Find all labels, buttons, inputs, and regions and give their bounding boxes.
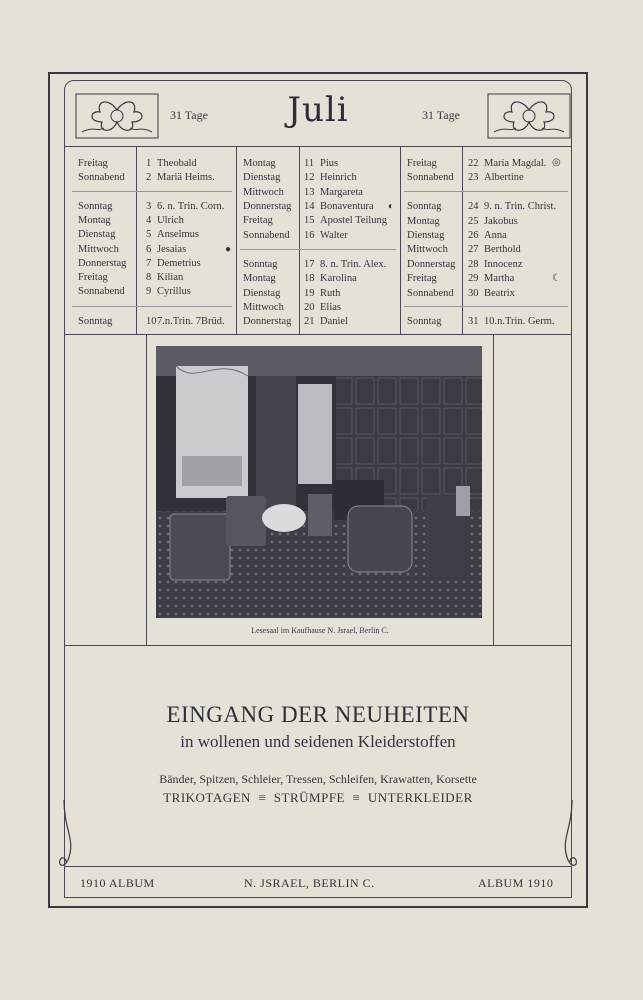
saint-name: Mariä Heims.	[157, 172, 215, 183]
floral-ornament-icon	[486, 92, 572, 140]
day-number: 28	[468, 259, 479, 270]
weekday: Freitag	[407, 273, 437, 284]
saint-name: Jesaias	[157, 244, 187, 255]
column-divider	[400, 146, 401, 334]
saint-name: Pius	[320, 158, 339, 169]
saint-name: Berthold	[484, 244, 521, 255]
full-moon-icon: ◎	[552, 157, 561, 168]
weekday: Donnerstag	[243, 201, 292, 212]
saint-name: Karolina	[320, 273, 357, 284]
saint-name: Daniel	[320, 316, 348, 327]
weekday: Mittwoch	[407, 244, 448, 255]
saint-name: Theobald	[157, 158, 197, 169]
day-number: 6	[146, 244, 152, 255]
weekday: Sonnabend	[243, 230, 290, 241]
weekday: Sonntag	[243, 259, 278, 270]
photo-caption: Lesesaal im Kaufhause N. Jsrael, Berlin C.	[251, 626, 389, 635]
saint-name: 9. n. Trin. Christ.	[484, 201, 557, 212]
saint-name: Bonaventura	[320, 201, 374, 212]
days-count-left: 31 Tage	[170, 108, 208, 122]
weekday: Sonnabend	[407, 172, 454, 183]
day-number: 30	[468, 288, 479, 299]
saint-name: Innocenz	[484, 259, 523, 270]
photo-frame-right	[493, 334, 494, 645]
day-number: 23	[468, 172, 479, 183]
day-number: 4	[146, 215, 152, 226]
day-number: 11	[304, 158, 315, 169]
saint-name: Kilian	[157, 272, 184, 283]
day-number: 13	[304, 187, 315, 198]
weekday: Montag	[407, 216, 440, 227]
new-moon-icon: ●	[225, 244, 232, 255]
weekday: Freitag	[78, 272, 108, 283]
reading-room-photo	[156, 346, 482, 618]
day-number: 29	[468, 273, 479, 284]
saint-name: Albertine	[484, 172, 524, 183]
saint-name: Apostel Teilung	[320, 215, 388, 226]
weekday: Sonnabend	[407, 288, 454, 299]
saint-name: 7.n.Trin. 7Brüd.	[157, 316, 225, 327]
ad-category: UNTERKLEIDER	[367, 790, 473, 805]
scroll-ornament-icon	[56, 800, 80, 872]
day-number: 7	[146, 258, 152, 269]
weekday: Dienstag	[243, 172, 281, 183]
weekday: Sonntag	[78, 316, 113, 327]
day-number: 20	[304, 302, 315, 313]
weekday: Montag	[243, 158, 276, 169]
weekday: Mittwoch	[243, 187, 284, 198]
weekday: Dienstag	[407, 230, 445, 241]
day-number: 24	[468, 201, 479, 212]
ad-category: TRIKOTAGEN	[163, 790, 251, 805]
weekday: Sonntag	[78, 201, 113, 212]
week-separator	[72, 191, 232, 192]
day-number: 8	[146, 272, 152, 283]
ad-subline: in wollenen und seidenen Kleiderstoffen	[180, 732, 456, 751]
day-number: 9	[146, 286, 152, 297]
calendar-top-rule	[64, 146, 572, 147]
saint-name: Anna	[484, 230, 507, 241]
weekday: Freitag	[243, 215, 273, 226]
weekday: Sonnabend	[78, 172, 125, 183]
day-number: 16	[304, 230, 315, 241]
day-number: 17	[304, 259, 315, 270]
footer-rule	[64, 866, 572, 867]
footer-center: N. JSRAEL, BERLIN C.	[244, 876, 375, 890]
saint-name: Demetrius	[157, 258, 201, 269]
saint-name: Jakobus	[484, 216, 518, 227]
saint-name: Margareta	[320, 187, 363, 198]
saint-name: Beatrix	[484, 288, 515, 299]
day-number: 15	[304, 215, 315, 226]
saint-name: Walter	[320, 230, 348, 241]
day-number: 3	[146, 201, 152, 212]
saint-name: Heinrich	[320, 172, 357, 183]
weekday: Dienstag	[78, 229, 116, 240]
ad-items: Bänder, Spitzen, Schleier, Tressen, Schleifen, Krawatten, Korsette	[159, 772, 477, 786]
ad-headline: EINGANG DER NEUHEITEN	[166, 702, 470, 727]
saint-name: Martha	[484, 273, 515, 284]
day-number: 1	[146, 158, 152, 169]
weekday: Montag	[243, 273, 276, 284]
first-quarter-moon-icon: ◐	[388, 201, 395, 212]
scroll-ornament-icon	[556, 800, 580, 872]
days-count-right: 31 Tage	[422, 108, 460, 122]
photo-frame-left	[146, 334, 147, 645]
triple-rule-icon: ≡	[348, 790, 365, 805]
week-separator	[404, 191, 568, 192]
photo-frame-bottom	[64, 645, 572, 646]
weekday: Donnerstag	[78, 258, 127, 269]
weekday: Donnerstag	[243, 316, 292, 327]
footer-right: ALBUM 1910	[478, 876, 554, 890]
day-number: 21	[304, 316, 315, 327]
weekday: Montag	[78, 215, 111, 226]
day-number: 18	[304, 273, 315, 284]
triple-rule-icon: ≡	[254, 790, 271, 805]
day-number: 25	[468, 216, 479, 227]
footer-left: 1910 ALBUM	[80, 876, 155, 890]
saint-name: Cyrillus	[157, 286, 191, 297]
ad-categories	[64, 790, 572, 806]
saint-name: Anselmus	[157, 229, 199, 240]
saint-name: Maria Magdal.	[484, 158, 547, 169]
column-divider	[299, 146, 300, 334]
last-quarter-moon-icon: ☾	[552, 273, 561, 284]
week-separator	[72, 306, 232, 307]
weekday: Mittwoch	[243, 302, 284, 313]
day-number: 14	[304, 201, 315, 212]
week-separator	[404, 306, 568, 307]
weekday: Sonntag	[407, 316, 442, 327]
saint-name: 10.n.Trin. Germ.	[484, 316, 555, 327]
weekday: Mittwoch	[78, 244, 119, 255]
weekday: Dienstag	[243, 288, 281, 299]
day-number: 19	[304, 288, 315, 299]
weekday: Sonntag	[407, 201, 442, 212]
saint-name: 6. n. Trin. Corn.	[157, 201, 225, 212]
day-number: 31	[468, 316, 479, 327]
calendar-header	[64, 88, 572, 144]
ad-category: STRÜMPFE	[273, 790, 345, 805]
saint-name: 8. n. Trin. Alex.	[320, 259, 387, 270]
weekday: Freitag	[407, 158, 437, 169]
weekday: Sonnabend	[78, 286, 125, 297]
calendar-bottom-rule	[64, 334, 572, 335]
day-number: 26	[468, 230, 479, 241]
column-divider	[236, 146, 237, 334]
weekday: Freitag	[78, 158, 108, 169]
day-number: 10	[146, 316, 157, 327]
month-title: Juli	[287, 90, 349, 130]
day-number: 12	[304, 172, 315, 183]
day-number: 22	[468, 158, 479, 169]
saint-name: Ulrich	[157, 215, 184, 226]
weekday: Donnerstag	[407, 259, 456, 270]
day-number: 5	[146, 229, 152, 240]
day-number: 2	[146, 172, 152, 183]
week-separator	[240, 249, 396, 250]
saint-name: Ruth	[320, 288, 341, 299]
day-number: 27	[468, 244, 479, 255]
saint-name: Elias	[320, 302, 341, 313]
